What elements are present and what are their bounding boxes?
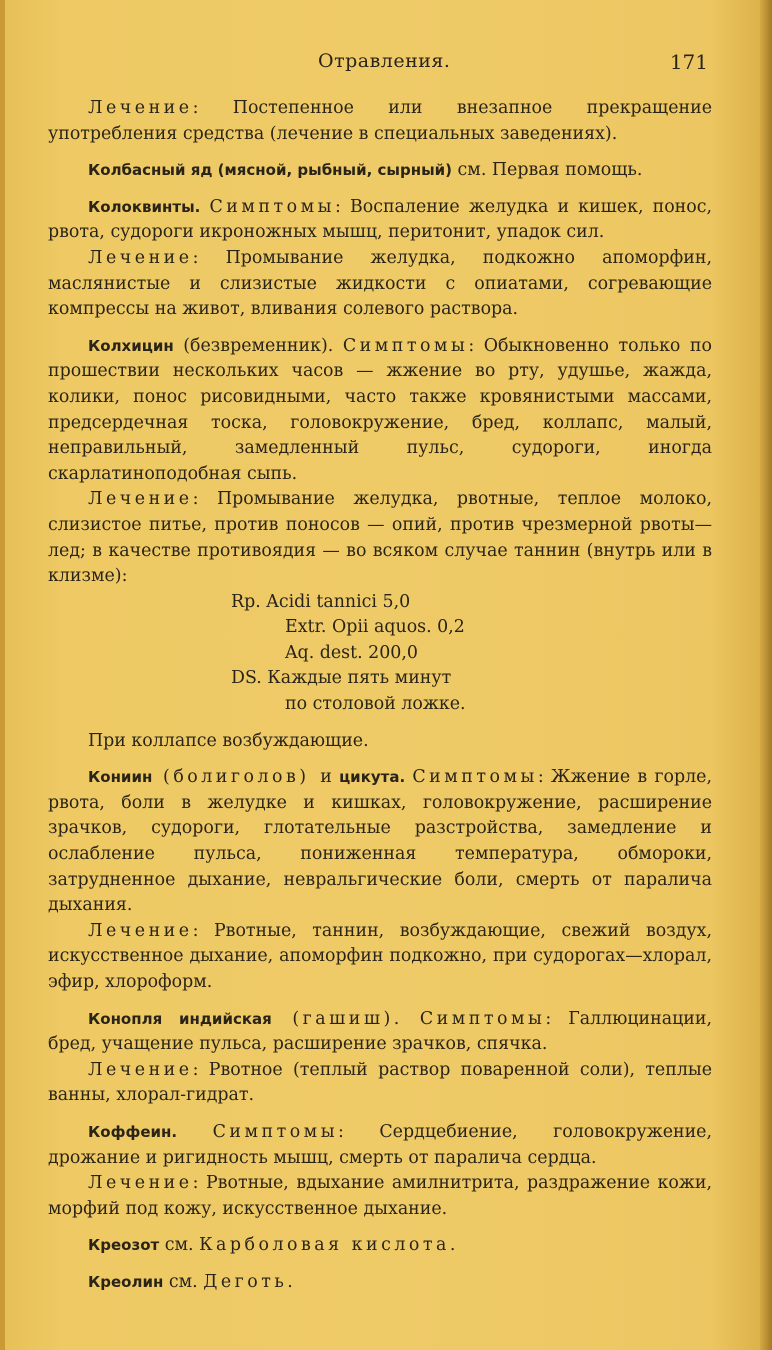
entry-konoplya — [48, 1007, 712, 1058]
conjunction: и — [320, 767, 340, 788]
entry-term: Креолин — [88, 1272, 164, 1291]
prescription-line: DS. Каждые пять минут — [231, 668, 452, 689]
treatment-label: Лечение — [88, 247, 193, 268]
symptoms-label: Симптомы — [212, 1121, 339, 1142]
entry-term: цикута. — [339, 768, 406, 787]
symptoms-label: Симптомы — [419, 1008, 546, 1029]
symptoms-label: Симптомы — [412, 767, 538, 788]
entry-parenthetical: (болиголов) — [152, 767, 321, 788]
entry-kolokvinty — [48, 195, 712, 246]
symptoms-label: Симптомы — [342, 335, 469, 356]
treatment-konoplya — [48, 1058, 712, 1109]
treatment-kolkhitsin — [48, 487, 712, 589]
paragraph-text: : Постепенное или внезапное прекращение употребления средства (лечение в специальных заведениях). — [48, 98, 712, 144]
entry-term: Колоквинты. — [88, 197, 201, 216]
cross-reference: Первая помощь. — [491, 160, 643, 181]
paragraph-text: При коллапсе возбуждающие. — [88, 730, 369, 751]
entry-parenthetical: (безвременник). — [173, 335, 334, 356]
paragraph-text: : Воспаление желудка и кишек, понос, рвота, судороги икроножных мышц, перитонит, упадок сил. — [48, 196, 712, 243]
paragraph-text: : Промывание желудка, рвотные, теплое молоко, слизистое питье, против поносов — опий, против чрезмерной рвоты—лед; в качестве противоядия — во всяком случае таннин (внутрь или в клизме): — [48, 489, 712, 587]
treatment-koffein — [48, 1171, 712, 1222]
page-header — [48, 50, 712, 76]
entry-term: Кониин — [88, 768, 153, 787]
prescription-line: Aq. dest. 200,0 — [285, 642, 418, 663]
entry-kreozot — [48, 1233, 712, 1259]
prescription-line: Extr. Opii aquos. 0,2 — [285, 617, 465, 638]
entry-kolbasny-yad — [48, 158, 712, 184]
paragraph-collapse-note — [48, 729, 712, 755]
entry-koffein — [48, 1120, 712, 1171]
cross-reference: Деготь. — [203, 1271, 297, 1292]
entry-term: Колбасный яд (мясной, рыбный, сырный) — [88, 161, 453, 180]
entry-parenthetical: (гашиш). — [271, 1008, 403, 1029]
paragraph-treatment-intro — [48, 96, 712, 147]
paragraph-text: : Обыкновенно только по прошествии нескольких часов — жжение во рту, удушье, жажда, колики, понос рисовидными, часто также кровянистыми массами, предсердечная тоска, головокружение, бред, коллапс, малый, неправильный, замедленный пульс, судороги, иногда скарлатиноподобная сыпь. — [48, 335, 712, 484]
see-word: см. — [452, 160, 492, 181]
entry-term: Коффеин. — [88, 1122, 178, 1141]
paragraph-text: : Галлюцинации, бред, учащение пульса, расширение зрачков, спячка. — [48, 1008, 712, 1055]
paragraph-text: : Рвотные, таннин, возбуждающие, свежий воздух, искусственное дыхание, апоморфин подкожно, при судорогах—хлорал, эфир, хлороформ. — [48, 920, 712, 992]
page-edge-left — [0, 0, 5, 1350]
running-title: Отравления. — [318, 50, 451, 72]
cross-reference: Карболовая кислота. — [199, 1235, 459, 1256]
treatment-kolokvinty — [48, 246, 712, 323]
entry-term: Конопля индийская — [88, 1009, 272, 1028]
paragraph-text: : Жжение в горле, рвота, боли в желудке и кишках, головокружение, расширение зрачков, судороги, глотательные разстройства, замедление и ослабление пульса, пониженная температура, обмороки, затрудненное дыхание, невральгические боли, смерть от паралича дыхания. — [48, 767, 712, 916]
prescription-line: Rp. Acidi tannici 5,0 — [231, 591, 411, 612]
paragraph-text: : Промывание желудка, подкожно апоморфин, маслянистые и слизистые жидкости с опиатами, согревающие компрессы на живот, вливания солевого раствора. — [48, 247, 712, 320]
page-number: 171 — [669, 50, 708, 74]
entry-term: Креозот — [88, 1236, 160, 1255]
entry-koniin — [48, 765, 712, 919]
prescription-line: по столовой ложке. — [285, 694, 466, 715]
treatment-koniin — [48, 919, 712, 996]
treatment-label: Лечение — [88, 98, 193, 118]
treatment-label: Лечение — [88, 1059, 193, 1080]
symptoms-label: Симптомы — [209, 196, 335, 217]
paragraph-text: : Рвотные, вдыхание амилнитрита, раздражение кожи, морфий под кожу, искусственное дыхание. — [48, 1173, 712, 1219]
entry-term: Колхицин — [88, 336, 174, 355]
paragraph-text: : Рвотное (теплый раствор поваренной соли), теплые ванны, хлорал-гидрат. — [48, 1059, 712, 1106]
page-edge-right — [760, 0, 772, 1350]
page-body — [48, 96, 712, 1296]
entry-kreolin — [48, 1270, 712, 1296]
treatment-label: Лечение — [88, 1173, 193, 1194]
paragraph-text: : Сердцебиение, головокружение, дрожание и ригидность мышц, смерть от паралича сердца. — [48, 1121, 712, 1168]
treatment-label: Лечение — [88, 920, 193, 941]
see-word: см. — [159, 1235, 200, 1256]
entry-kolkhitsin — [48, 334, 712, 488]
prescription-block — [231, 590, 712, 718]
treatment-label: Лечение — [88, 489, 193, 510]
see-word: см. — [163, 1271, 204, 1292]
